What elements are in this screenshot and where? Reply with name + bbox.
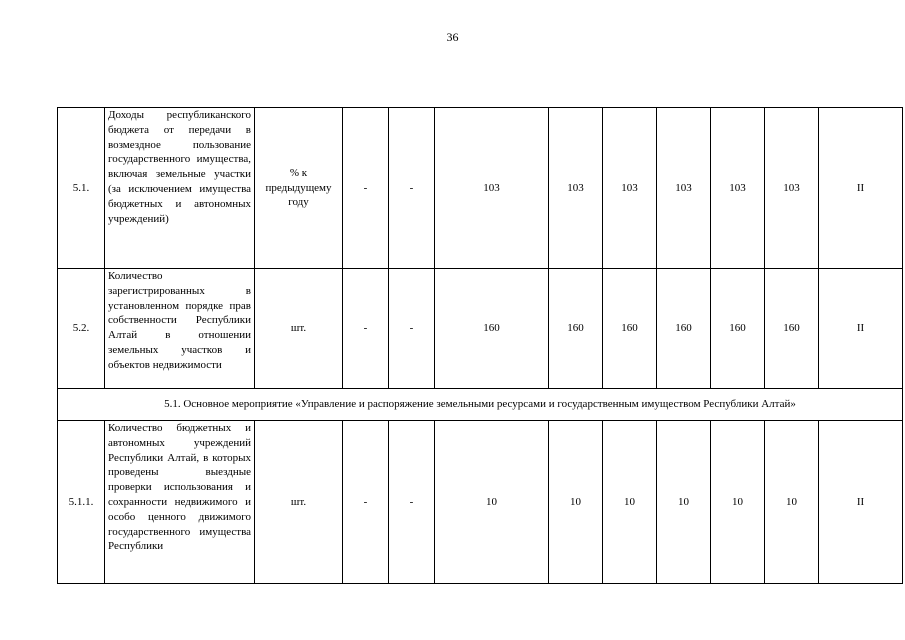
value-cell: 10 [435, 421, 549, 584]
value-cell: 10 [711, 421, 765, 584]
value-cell: 160 [657, 269, 711, 389]
value-cell: 160 [549, 269, 603, 389]
value-cell: 10 [549, 421, 603, 584]
unit-cell: шт. [255, 269, 343, 389]
value-cell: 103 [435, 108, 549, 269]
value-cell: 10 [603, 421, 657, 584]
unit-cell: шт. [255, 421, 343, 584]
level-cell: II [819, 108, 903, 269]
value-cell: 103 [549, 108, 603, 269]
section-heading-row [58, 389, 903, 421]
value-cell: 160 [603, 269, 657, 389]
value-cell: 103 [657, 108, 711, 269]
value-cell: - [389, 421, 435, 584]
level-cell: II [819, 269, 903, 389]
row-number: 5.1.1. [58, 421, 105, 584]
value-cell: 103 [603, 108, 657, 269]
row-number: 5.1. [58, 108, 105, 269]
table-row [58, 108, 903, 269]
value-cell: 103 [765, 108, 819, 269]
value-cell: - [343, 421, 389, 584]
table-row [58, 269, 903, 389]
value-cell: 160 [711, 269, 765, 389]
indicators-table [57, 107, 903, 584]
indicator-description-text: Количество бюджетных и автономных учреждений Республики Алтай, в которых проведены выездные проверки использования и сохранности недвижимого и особо ценного движимого государственного имущества Республики [108, 422, 251, 553]
value-cell: 10 [657, 421, 711, 584]
value-cell: 10 [765, 421, 819, 584]
indicator-description: Количество зарегистрированных в установленном порядке прав собственности Республики Алтай в отношении земельных участков и объектов недвижимости [105, 269, 255, 389]
value-cell: - [389, 269, 435, 389]
level-cell: II [819, 421, 903, 584]
unit-cell: % к предыдущему году [255, 108, 343, 269]
indicator-description [105, 421, 255, 584]
value-cell: 160 [765, 269, 819, 389]
value-cell: 160 [435, 269, 549, 389]
indicator-description: Доходы республиканского бюджета от передачи в возмездное пользование государственного имущества, включая земельные участки (за исключением имущества бюджетных и автономных учреждений) [105, 108, 255, 269]
value-cell: - [389, 108, 435, 269]
value-cell: - [343, 269, 389, 389]
value-cell: - [343, 108, 389, 269]
section-heading: 5.1. Основное мероприятие «Управление и распоряжение земельными ресурсами и государственным имуществом Республики Алтай» [58, 389, 903, 421]
page-number: 36 [446, 30, 459, 44]
table-row [58, 421, 903, 584]
row-number: 5.2. [58, 269, 105, 389]
value-cell: 103 [711, 108, 765, 269]
